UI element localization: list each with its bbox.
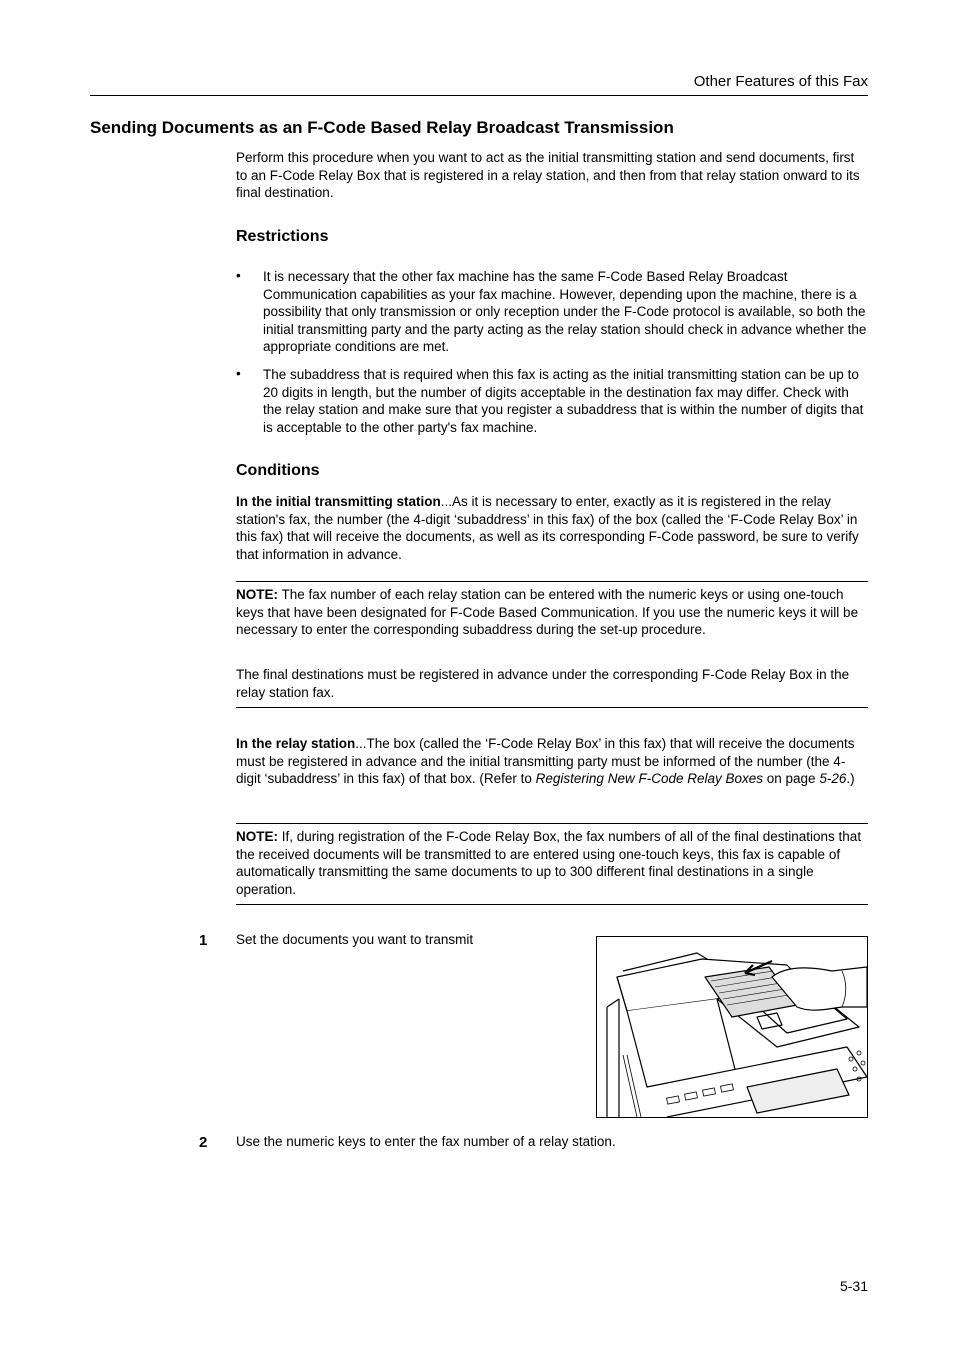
- running-header: Other Features of this Fax: [693, 73, 868, 90]
- note-label: NOTE:: [236, 587, 278, 602]
- conditions-heading-wrap: [236, 462, 868, 480]
- reference-end: .): [846, 771, 855, 787]
- initial-station-lead: In the initial transmitting station: [236, 494, 441, 509]
- bullet-icon: •: [236, 268, 241, 283]
- step-number: 1: [199, 932, 208, 949]
- fax-machine-drawing: [597, 937, 867, 1117]
- restrictions-heading-wrap: [236, 228, 868, 246]
- section-title: Sending Documents as an F-Code Based Relay Broadcast Transmission: [90, 118, 674, 137]
- initial-station-paragraph: [236, 493, 868, 563]
- relay-station-text: ...The box (called the ‘F-Code Relay Box’ in this fax) that will receive the documents must be registered in advance and the initial transmitting party must be informed of the number (the 4-digit ‘subaddress’ in this fax) of that box. (Refer to: [236, 736, 855, 787]
- note-paragraph-2: The final destinations must be registered in advance under the corresponding F-Code Relay Box in the relay station fax.: [236, 667, 850, 700]
- step-text: Use the numeric keys to enter the fax number of a relay station.: [236, 1134, 616, 1149]
- relay-station-lead: In the relay station: [236, 736, 356, 751]
- restrictions-heading: Restrictions: [236, 228, 329, 245]
- intro-paragraph: Perform this procedure when you want to act as the initial transmitting station and send documents, first to an F-Code Relay Box that is registered in a relay station, and then from that relay station onward to its final destination.: [236, 150, 860, 201]
- conditions-heading: Conditions: [236, 462, 320, 479]
- note-rule-top: [236, 581, 868, 582]
- relay-station-paragraph: [236, 735, 868, 788]
- note-text: If, during registration of the F-Code Relay Box, the fax numbers of all of the final destinations that the received documents will be transmitted to are entered using one-touch keys, this fax is capable of automatically transmitting the same documents to up to 300 different final destinations in a single operation.: [236, 829, 862, 897]
- note-rule-bottom: [236, 904, 868, 905]
- note-box-1: [236, 586, 868, 639]
- reference-title: Registering New F-Code Relay Boxes: [535, 771, 764, 787]
- restriction-item: It is necessary that the other fax machine has the same F-Code Based Relay Broadcast Communication capabilities as your fax machine. However, depending upon the machine, there is a possibility that only transmission or only reception under the F-Code protocol is available, so both the initial transmitting party and the party acting as the relay station should check in advance whether the appropriate conditions are met.: [263, 269, 867, 355]
- initial-station-text: ...As it is necessary to enter, exactly as it is registered in the relay station's fax, the number (the 4-digit ‘subaddress’ in this fax) of the box (called the ‘F-Code Relay Box’ in this fax) that will receive the documents, as well as its corresponding F-Code password, be sure to verify that information in advance.: [236, 494, 859, 562]
- reference-page: 5-26: [819, 771, 847, 787]
- note-text: The fax number of each relay station can be entered with the numeric keys or using one-touch keys that have been designated for F-Code Based Communication. If you use the numeric keys it will be necessary to enter the corresponding subaddress during the set-up procedure.: [236, 587, 859, 638]
- page-number: 5-31: [839, 1278, 868, 1294]
- restriction-item: The subaddress that is required when this fax is acting as the initial transmitting station can be up to 20 digits in length, but the number of digits acceptable in the destination fax may differ. Check with the relay station and make sure that you register a subaddress that is within the number of digits that is acceptable to the other party's fax machine.: [263, 367, 864, 435]
- step-text: Set the documents you want to transmit: [236, 932, 474, 947]
- note-rule-top: [236, 823, 868, 824]
- header-rule: [90, 95, 868, 96]
- reference-mid: on page: [763, 771, 820, 787]
- note-label: NOTE:: [236, 829, 278, 844]
- bullet-icon: •: [236, 366, 241, 381]
- note-box-2: [236, 828, 868, 898]
- fax-machine-illustration: [596, 936, 868, 1118]
- note-rule-bottom: [236, 707, 868, 708]
- step-number: 2: [199, 1134, 208, 1151]
